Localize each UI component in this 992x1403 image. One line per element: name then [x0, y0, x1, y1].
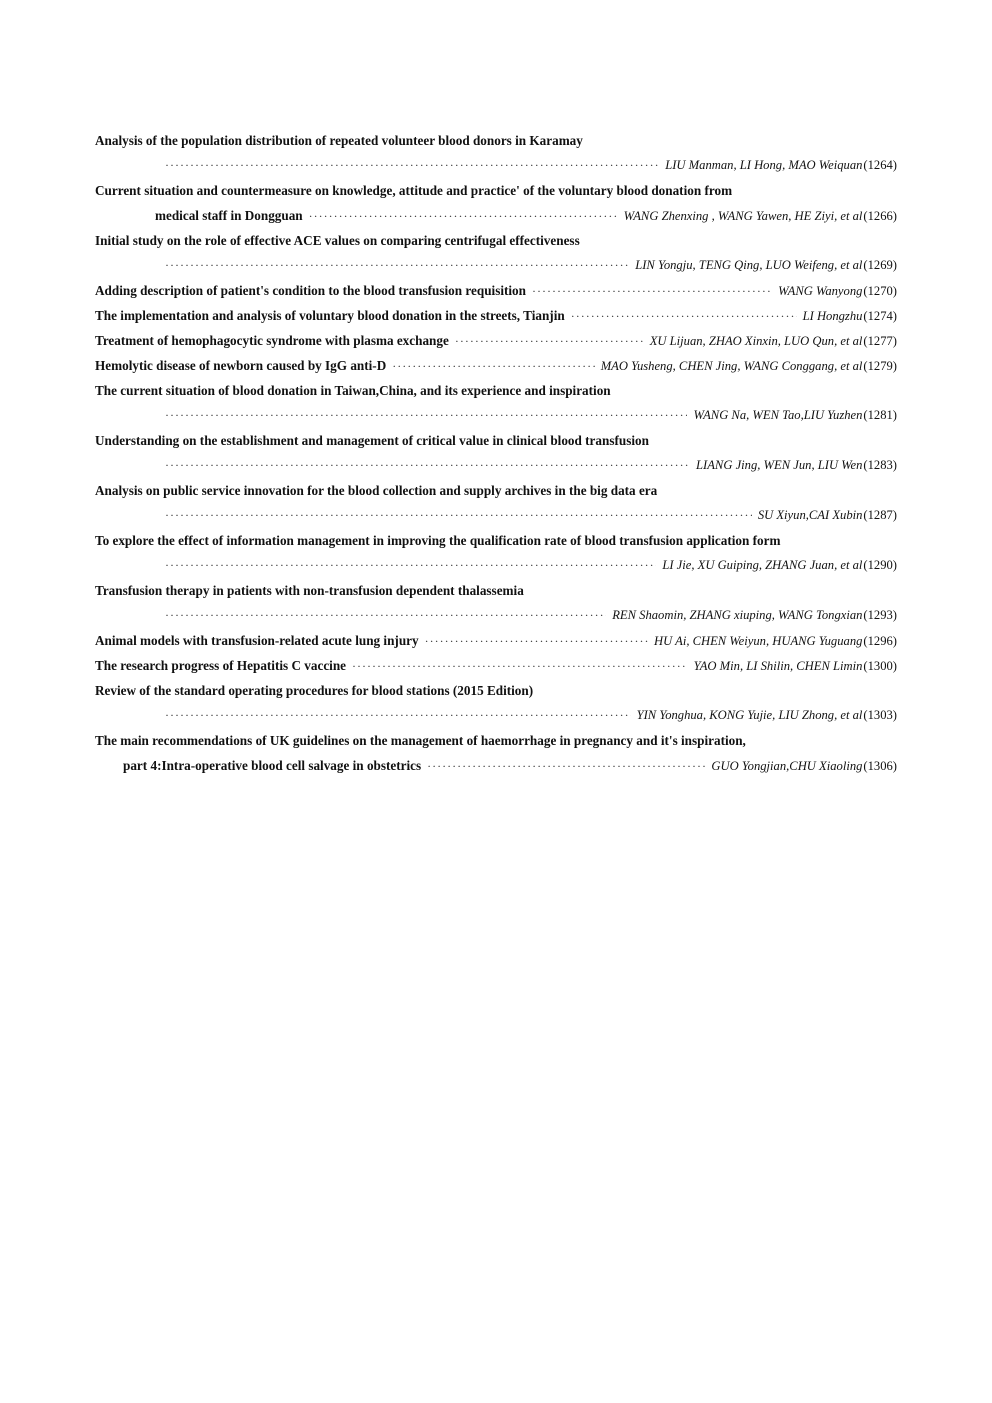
leader-dots	[425, 629, 648, 654]
toc-entry[interactable]	[95, 128, 897, 178]
page-number: (1279)	[863, 359, 897, 373]
article-authors: SU Xiyun,CAI Xubin	[757, 508, 863, 522]
author-line	[95, 553, 897, 578]
article-authors: WANG Na, WEN Tao,LIU Yuzhen	[693, 408, 863, 422]
article-title[interactable]: To explore the effect of information management in improving the qualification rate of blood transfusion application form	[95, 533, 781, 548]
article-authors: MAO Yusheng, CHEN Jing, WANG Conggang, et al	[600, 359, 863, 373]
leader-dots	[571, 304, 797, 329]
page-number: (1266)	[863, 209, 897, 223]
article-authors: WANG Wanyong	[778, 284, 863, 298]
article-authors: XU Lijuan, ZHAO Xinxin, LUO Qun, et al	[649, 334, 863, 348]
single-line-entry	[95, 278, 897, 303]
leader-dots	[309, 204, 618, 229]
author-line	[95, 153, 897, 178]
article-title[interactable]: Analysis on public service innovation for the blood collection and supply archives in the big data era	[95, 483, 658, 498]
article-authors: LI Hongzhu	[802, 309, 863, 323]
leader-dots	[165, 603, 606, 628]
article-title[interactable]: Current situation and countermeasure on knowledge, attitude and practice' of the voluntary blood donation from	[95, 183, 733, 198]
page-number: (1300)	[863, 659, 897, 673]
page-number: (1274)	[863, 309, 897, 323]
article-title[interactable]: Adding description of patient's condition to the blood transfusion requisition	[95, 283, 526, 298]
article-title[interactable]: Analysis of the population distribution of repeated volunteer blood donors in Karamay	[95, 133, 583, 148]
page-number: (1306)	[863, 759, 897, 773]
article-authors: REN Shaomin, ZHANG xiuping, WANG Tongxian	[612, 608, 863, 622]
single-line-entry	[95, 328, 897, 353]
single-line-entry	[95, 628, 897, 653]
single-line-entry	[95, 353, 897, 378]
author-line	[95, 253, 897, 278]
toc-entry[interactable]	[95, 578, 897, 628]
article-title[interactable]: Animal models with transfusion-related acute lung injury	[95, 633, 419, 648]
leader-dots	[455, 329, 644, 354]
page-number: (1264)	[863, 158, 897, 172]
toc-entry[interactable]	[95, 653, 897, 678]
toc-entry[interactable]	[95, 328, 897, 353]
article-title-continuation[interactable]: medical staff in Dongguan	[155, 208, 303, 223]
article-authors: WANG Zhenxing , WANG Yawen, HE Ziyi, et al	[623, 209, 863, 223]
single-line-entry	[95, 303, 897, 328]
toc-entry[interactable]	[95, 178, 897, 228]
toc-entry[interactable]	[95, 278, 897, 303]
author-line	[95, 703, 897, 728]
author-line	[95, 503, 897, 528]
page-number: (1287)	[863, 508, 897, 522]
article-authors: LIANG Jing, WEN Jun, LIU Wen	[696, 458, 863, 472]
toc-entry[interactable]	[95, 428, 897, 478]
leader-dots	[427, 754, 705, 779]
leader-dots	[165, 253, 629, 278]
toc-entry[interactable]	[95, 628, 897, 653]
article-title[interactable]: The main recommendations of UK guidelines on the management of haemorrhage in pregnancy and it's inspiration,	[95, 733, 746, 748]
leader-dots	[532, 279, 772, 304]
leader-dots	[165, 403, 687, 428]
article-authors: HU Ai, CHEN Weiyun, HUANG Yuguang	[654, 634, 863, 648]
page-number: (1277)	[863, 334, 897, 348]
author-line	[95, 453, 897, 478]
author-line	[95, 203, 897, 228]
article-title[interactable]: Hemolytic disease of newborn caused by IgG anti-D	[95, 358, 387, 373]
article-authors: GUO Yongjian,CHU Xiaoling	[711, 759, 863, 773]
article-authors: YAO Min, LI Shilin, CHEN Limin	[693, 659, 863, 673]
leader-dots	[165, 553, 656, 578]
article-title[interactable]: The research progress of Hepatitis C vaccine	[95, 658, 347, 673]
author-line	[95, 403, 897, 428]
article-authors: YIN Yonghua, KONG Yujie, LIU Zhong, et al	[636, 708, 863, 722]
article-title[interactable]: Initial study on the role of effective ACE values on comparing centrifugal effectiveness	[95, 233, 580, 248]
article-title[interactable]: Understanding on the establishment and management of critical value in clinical blood transfusion	[95, 433, 649, 448]
article-title-continuation[interactable]: part 4:Intra-operative blood cell salvage in obstetrics	[123, 758, 422, 773]
article-title[interactable]: The current situation of blood donation in Taiwan,China, and its experience and inspiration	[95, 383, 611, 398]
article-authors: LIN Yongju, TENG Qing, LUO Weifeng, et al	[635, 258, 863, 272]
article-title[interactable]: Transfusion therapy in patients with non-transfusion dependent thalassemia	[95, 583, 524, 598]
author-line	[95, 753, 897, 778]
page-number: (1290)	[863, 558, 897, 572]
article-title[interactable]: Review of the standard operating procedures for blood stations (2015 Edition)	[95, 683, 534, 698]
article-title[interactable]: The implementation and analysis of voluntary blood donation in the streets, Tianjin	[95, 308, 565, 323]
page-number: (1270)	[863, 284, 897, 298]
article-title[interactable]: Treatment of hemophagocytic syndrome with plasma exchange	[95, 333, 449, 348]
page-number: (1269)	[863, 258, 897, 272]
toc-entry[interactable]	[95, 353, 897, 378]
toc-entry[interactable]	[95, 528, 897, 578]
article-authors: LIU Manman, LI Hong, MAO Weiquan	[665, 158, 863, 172]
page-number: (1281)	[863, 408, 897, 422]
page-number: (1293)	[863, 608, 897, 622]
toc-entry[interactable]	[95, 228, 897, 278]
toc-entry[interactable]	[95, 678, 897, 728]
leader-dots	[165, 153, 659, 178]
single-line-entry	[95, 653, 897, 678]
leader-dots	[165, 703, 631, 728]
toc-entry[interactable]	[95, 478, 897, 528]
page-number: (1303)	[863, 708, 897, 722]
page-number: (1296)	[863, 634, 897, 648]
leader-dots	[352, 654, 688, 679]
author-line	[95, 603, 897, 628]
leader-dots	[165, 503, 752, 528]
toc-entry[interactable]	[95, 728, 897, 778]
article-authors: LI Jie, XU Guiping, ZHANG Juan, et al	[662, 558, 863, 572]
toc-entry[interactable]	[95, 303, 897, 328]
toc-entry[interactable]	[95, 378, 897, 428]
table-of-contents	[95, 128, 897, 778]
leader-dots	[392, 354, 594, 379]
leader-dots	[165, 453, 690, 478]
page-number: (1283)	[863, 458, 897, 472]
